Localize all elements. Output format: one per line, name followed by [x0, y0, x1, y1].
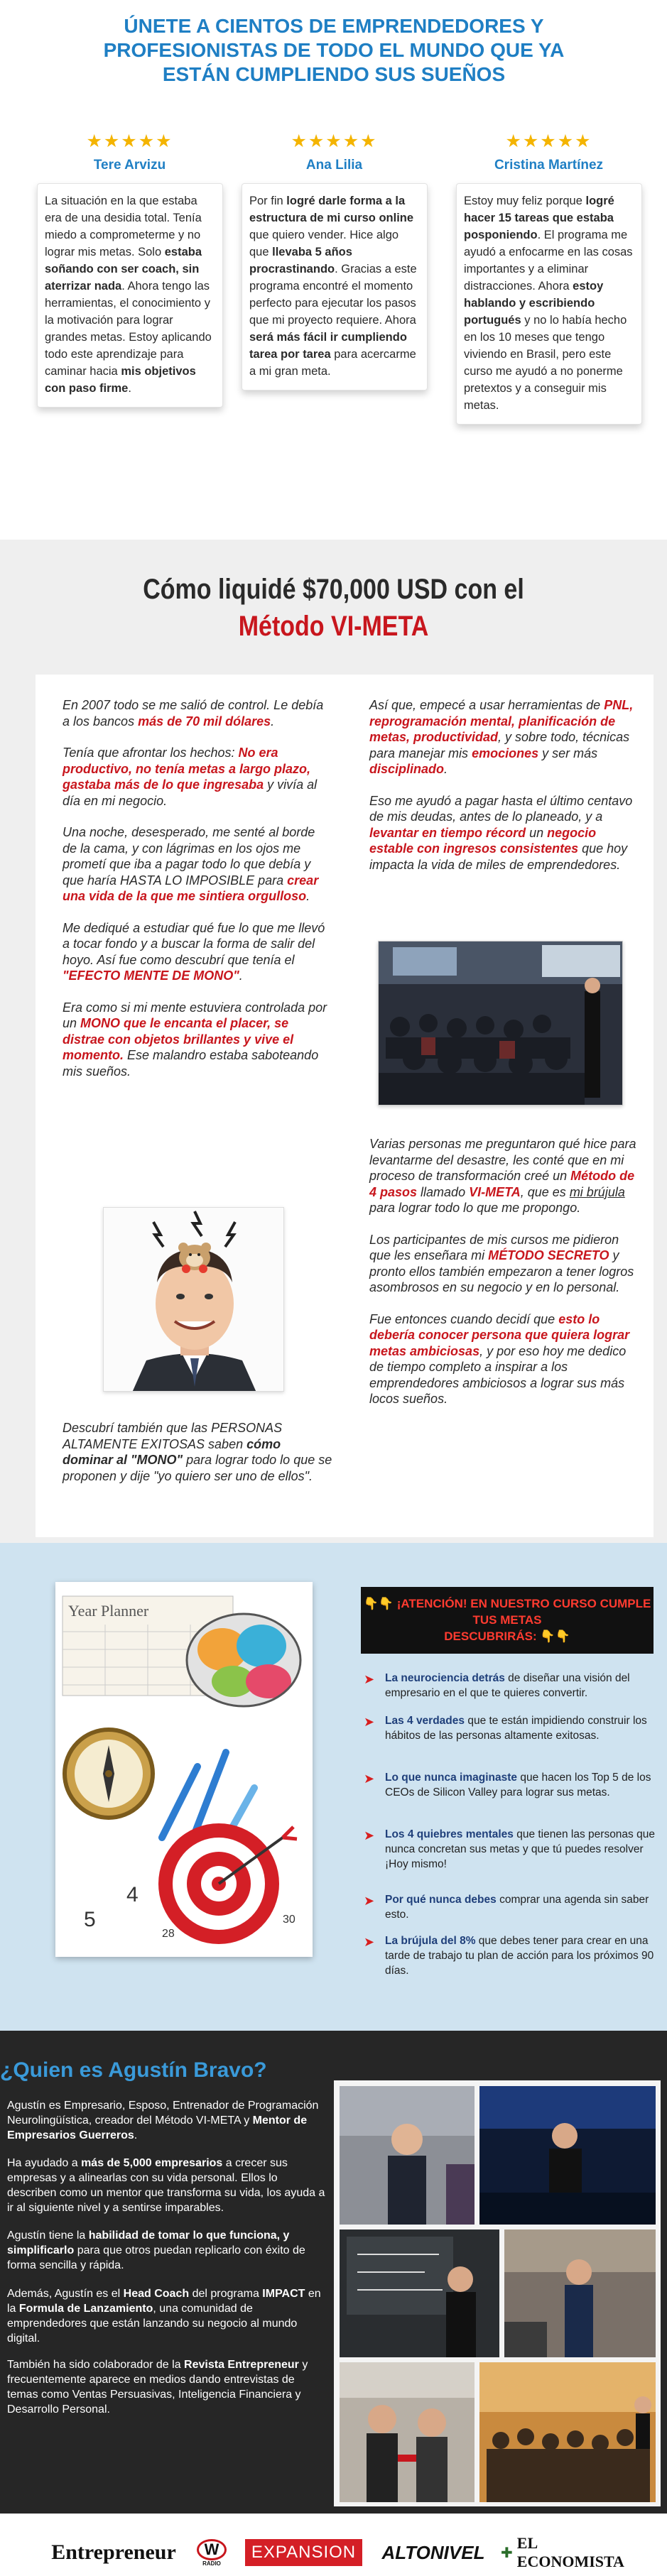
testimonial-name: Tere Arvizu — [93, 158, 166, 173]
man-with-monkey-head-image — [104, 1208, 284, 1392]
rating-stars-icon: ★★★★★ — [86, 131, 173, 151]
el-economista-logo: ✚ EL ECONOMISTA — [501, 2534, 624, 2570]
audience-image — [379, 942, 623, 1106]
monkey-mind-photo — [103, 1207, 284, 1392]
whiteboard-image — [340, 2230, 499, 2357]
benefit-item: ➤ Los 4 quiebres mentales que tienen las personas que nunca concretan sus metas y que tú puedes resolver ¡Hoy mismo! — [364, 1828, 655, 1870]
altonivel-logo: ALTONIVEL — [381, 2541, 485, 2563]
testimonial-card: Estoy muy feliz porque logré hacer 15 tareas que estaba posponiendo. El programa me ayudó a enfocarme en las cosas importantes y a eliminar distracciones. Ahora estoy hablando y escribiendo portugués y no lo había hecho en los 10 meses que tengo viviendo en Brasil, pero este curso me ayudó a no ponerme pretextos y a conseguir mis metas. — [456, 183, 642, 425]
duo-photo — [340, 2362, 475, 2502]
testimonial-ana — [249, 131, 417, 391]
bio-paragraph: Ha ayudado a más de 5,000 empresarios a crecer sus empresas y a alinearlas con su vida personal. Ellos lo describen como un mentor que transforma su vida, los ayuda a ir al siguiente nivel y a sentirse imparables. — [7, 2157, 325, 2214]
benefit-item: ➤ Lo que nunca imaginaste que hacen los Top 5 de los CEOs de Silicon Valley para lograr sus metas. — [364, 1772, 651, 1799]
svg-text:4: 4 — [126, 1883, 139, 1906]
send-arrow-icon: ➤ — [364, 1772, 375, 1786]
about-section — [0, 2031, 667, 2514]
benefit-item: ➤ La brújula del 8% que debes tener para crear en una tarde de trabajo tu plan de acción para los próximos 90 días. — [364, 1935, 654, 1977]
stage-image — [479, 2086, 656, 2225]
attention-banner — [361, 1587, 654, 1654]
stage-photo — [479, 2086, 656, 2225]
send-arrow-icon: ➤ — [364, 1828, 375, 1843]
speaker-image — [340, 2086, 475, 2225]
press-logos-bar — [0, 2514, 667, 2576]
benefit-item: ➤ La neurociencia detrás de diseñar una visión del empresario en el que te quieres convertir. — [364, 1672, 630, 1699]
send-arrow-icon: ➤ — [364, 1672, 375, 1686]
presenter-photo — [504, 2230, 656, 2357]
benefit-item: ➤ Las 4 verdades que te están impidiendo construir los hábitos de las personas altamente exitosas. — [364, 1715, 647, 1742]
presenter-image — [504, 2230, 656, 2357]
conference-photo — [479, 2362, 656, 2502]
bio-paragraph: Agustín tiene la habilidad de tomar lo que funciona, y simplificarlo para que otros puedan replicarlo con éxito de forma sencilla y rápida. — [7, 2230, 305, 2271]
conference-image — [479, 2362, 656, 2502]
story-right-bottom: Varias personas me preguntaron qué hice para levantarme del desastre, les conté que en mi proceso de transformación creé un Método de 4 pasos llamado VI-META, que es mi brújula para lograr todo lo que me propongo. Los participantes de mis cursos me pidieron que les enseñara mi MÉTODO SECRETO y pronto ellos también empezaron a tener logros asombrosos en su negocio y en lo personal. Fue entonces cuando decidí que esto lo debería conocer persona que quiera lograr metas ambiciosas, y por eso hoy me dedico de tiempo completo a inspirar a los emprendedores ambiciosos a lograr sus más locos sueños. — [369, 1137, 636, 1406]
bio-paragraph: Además, Agustín es el Head Coach del programa IMPACT en la Formula de Lanzamiento, una comunidad de emprendedores que están lanzando su negocio al mundo digital. — [7, 2288, 321, 2345]
attention-title: ¡ATENCIÓN! EN NUESTRO CURSO CUMPLE TUS METAS — [396, 1597, 651, 1627]
method-title: Cómo liquidé $70,000 USD con el — [143, 574, 524, 605]
course-benefits-section — [0, 1543, 667, 2031]
send-arrow-icon: ➤ — [364, 1935, 375, 1949]
pointing-down-icon: 👇👇 — [363, 1597, 394, 1610]
send-arrow-icon: ➤ — [364, 1894, 375, 1908]
testimonials-section — [0, 0, 667, 540]
goals-illustration — [55, 1582, 313, 1957]
bio-paragraph: También ha sido colaborador de la Revista Entrepreneur y frecuentemente aparece en medios dando entrevistas de temas como Ventas Persuasivas, Inteligencia Financiera y Desarrollo Personal. — [7, 2359, 308, 2416]
photo-gallery — [334, 2080, 661, 2506]
bio-paragraph: Agustín es Empresario, Esposo, Entrenador de Programación Neurolingüística, creador del Método VI-META y Mentor de Empresarios Guerreros. — [7, 2100, 319, 2141]
testimonial-name: Ana Lilia — [305, 158, 363, 173]
testimonial-tere — [45, 131, 212, 408]
expansion-logo: EXPANSION — [245, 2539, 362, 2566]
story-left-bottom: Descubrí también que las PERSONAS ALTAMENTE EXITOSAS saben cómo dominar al "MONO" para lograr todo lo que se proponen y dije "yo quiero ser uno de ellos". — [63, 1421, 332, 1483]
rating-stars-icon: ★★★★★ — [505, 131, 592, 151]
duo-image — [340, 2362, 475, 2502]
testimonials-title: ÚNETE A CIENTOS DE EMPRENDEDORES Y PROFESIONISTAS DE TODO EL MUNDO QUE YA ESTÁN CUMPLIENDO SUS SUEÑOS — [103, 15, 565, 85]
story-card — [36, 675, 654, 1537]
about-title: ¿Quien es Agustín Bravo? — [0, 2058, 267, 2082]
send-arrow-icon: ➤ — [364, 1715, 375, 1729]
rating-stars-icon: ★★★★★ — [291, 131, 378, 151]
entrepreneur-logo: Entrepreneur — [51, 2540, 176, 2564]
planner-label: Year Planner — [68, 1602, 149, 1620]
whiteboard-photo — [340, 2230, 499, 2357]
speaker-photo — [340, 2086, 475, 2225]
method-section — [0, 540, 667, 1543]
svg-text:28: 28 — [162, 1928, 175, 1940]
testimonial-cristina — [464, 131, 633, 425]
attention-highlight: DESCUBRIRÁS: — [444, 1630, 537, 1643]
testimonial-card: La situación en la que estaba era de una desidia total. Tenía miedo a comprometerme y no lograr mis metas. Solo estaba soñando con ser coach, sin aterrizar nada. Ahora tengo las herramientas, el conocimiento y la motivación para lograr grandes metas. Estoy aplicando todo este aprendizaje para caminar hacia mis objetivos con paso firme. — [37, 183, 223, 408]
planner-compass-target-image — [55, 1582, 313, 1957]
svg-text:5: 5 — [84, 1908, 96, 1931]
w-radio-logo: W RADIO — [190, 2539, 233, 2566]
svg-text:30: 30 — [283, 1914, 295, 1926]
seminar-audience-photo — [378, 941, 623, 1106]
testimonial-name: Cristina Martínez — [494, 158, 604, 173]
story-left-column: En 2007 todo se me salió de control. Le debía a los bancos más de 70 mil dólares. Tenía que afrontar los hechos: No era productivo, no tenía metas a largo plazo, gastaba más de lo que ingresaba y vivía al día en mi negocio. Una noche, desesperado, me senté al borde de la cama, y con lágrimas en los ojos me prometí que iba a pagar todo lo que debía y que haría HASTA LO IMPOSIBLE para crear una vida de la que me sintiera orgulloso. Me dediqué a estudiar qué fue lo que me llevó a tocar fondo y a buscar la forma de salir del hoyo. Así fue como descubrí que tenía el "EFECTO MENTE DE MONO". Era como si mi mente estuviera controlada por un MONO que le encanta el placer, se distrae con objetos brillantes y vive el momento. Ese malandro estaba saboteando mis sueños. — [63, 698, 327, 1079]
pointing-down-icon: 👇👇 — [540, 1630, 570, 1643]
story-right-column: Así que, empecé a usar herramientas de PNL, reprogramación mental, planificación de metas, productividad, y sobre todo, técnicas para manejar mis emociones y ser más disciplinado. Eso me ayudó a pagar hasta el último centavo de mis deudas, antes de lo planeado, y a levantar en tiempo récord un negocio estable con ingresos consistentes que hoy impacta la vida de miles de emprendedores. — [369, 698, 634, 872]
method-name: Método VI-META — [238, 611, 429, 642]
benefit-item: ➤ Por qué nunca debes comprar una agenda sin saber esto. — [364, 1894, 649, 1921]
testimonial-card: Por fin logré darle forma a la estructura de mi curso online que quiero vender. Hice algo que llevaba 5 años procrastinando. Gracias a este programa encontré el momento perfecto para ejecutar los pasos que mi proyecto requiere. Ahora será más fácil ir cumpliendo tarea por tarea para acercarme a mi gran meta. — [242, 183, 428, 391]
